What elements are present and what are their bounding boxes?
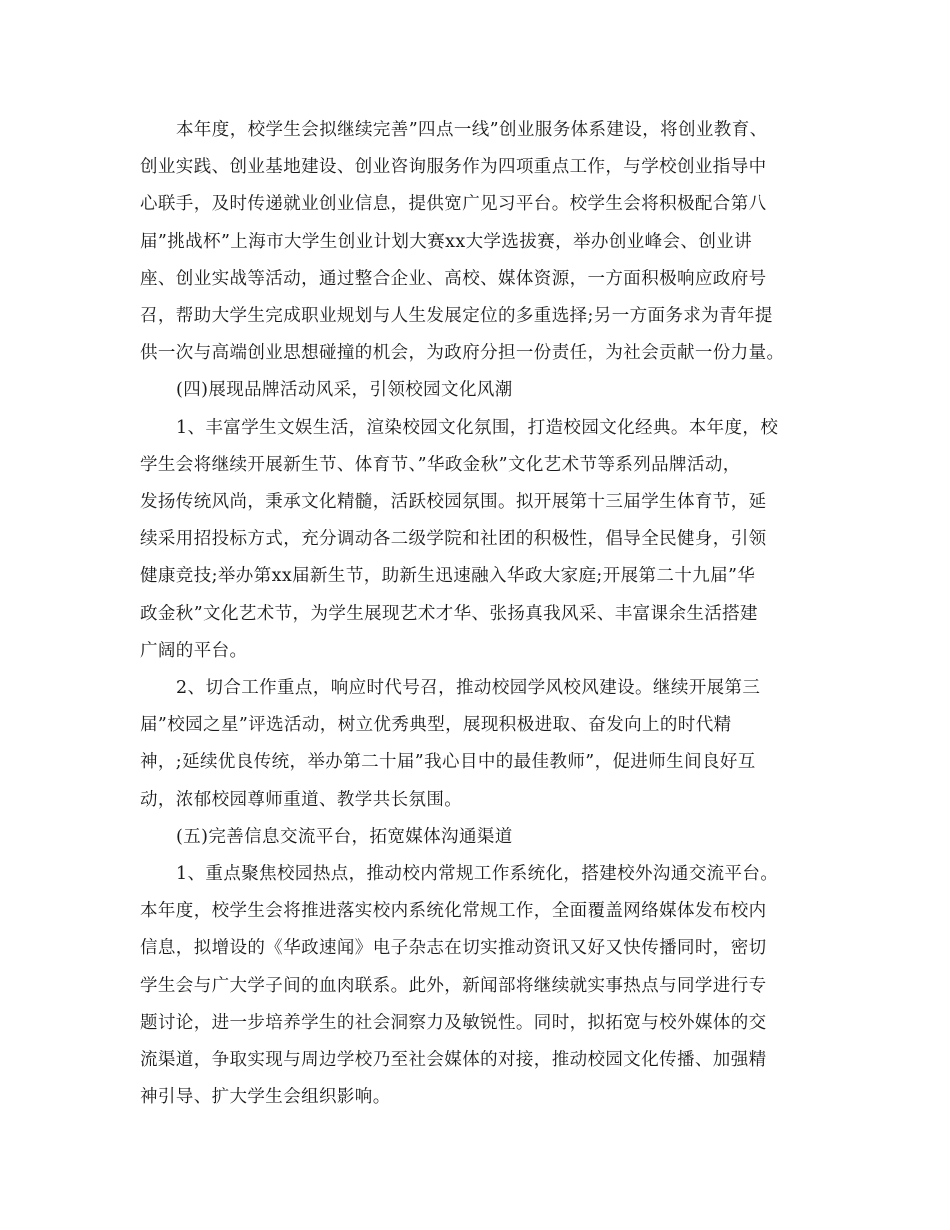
text-line: 座、创业实战等活动，通过整合企业、高校、媒体资源，一方面积极响应政府号 (140, 268, 767, 289)
section-heading-4 (140, 372, 820, 409)
text-line: 信息，拟增设的《华政速闻》电子杂志在切实推动资讯又好又快传播同时，密切 (140, 938, 767, 959)
text-line: 供一次与高端创业思想碰撞的机会，为政府分担一份责任，为社会贡献一份力量。 (140, 343, 785, 364)
text-line: 神，;延续优良传统，举办第二十届”我心目中的最佳教师”，促进师生间良好互 (140, 752, 756, 773)
text-line: 学生会与广大学子间的血肉联系。此外，新闻部将继续就实事热点与同学进行专 (140, 975, 767, 996)
text-line: 本年度，校学生会拟继续完善”四点一线”创业服务体系建设，将创业教育、 (176, 120, 768, 140)
text-line: 1、丰富学生文娱生活，渲染校园文化氛围，打造校园文化经典。本年度，校 (176, 417, 779, 438)
text-line: 题讨论，进一步培养学生的社会洞察力及敏锐性。同时，拟拓宽与校外媒体的交 (140, 1012, 767, 1033)
text-line: 本年度，校学生会将推进落实校内系统化常规工作，全面覆盖网络媒体发布校内 (140, 901, 767, 922)
text-line: 2、切合工作重点，响应时代号召，推动校园学风校风建设。继续开展第三 (176, 678, 761, 699)
text-line: 政金秋”文化艺术节，为学生展现艺术才华、张扬真我风采、丰富课余生活搭建 (140, 603, 758, 624)
section-heading: (五)完善信息交流平台，拓宽媒体沟通渠道 (176, 826, 513, 847)
text-line: 发扬传统风尚，秉承文化精髓，活跃校园氛围。拟开展第十三届学生体育节，延 (140, 492, 767, 513)
text-line: 动，浓郁校园尊师重道、教学共长氛围。 (140, 789, 463, 810)
text-line: 召，帮助大学生完成职业规划与人生发展定位的多重选择;另一方面务求为青年提 (140, 306, 773, 327)
paragraph-media (140, 856, 820, 1116)
text-line: 学生会将继续开展新生节、体育节、”华政金秋”文化艺术节等系列品牌活动， (140, 454, 741, 475)
text-line: 心联手，及时传递就业创业信息，提供宽广见习平台。校学生会将积极配合第八 (140, 194, 767, 215)
text-line: 广阔的平台。 (140, 640, 248, 661)
paragraph-culture-life (140, 410, 820, 670)
document-body (140, 112, 820, 1116)
paragraph-study-style (140, 670, 820, 819)
paragraph-entrepreneurship (140, 112, 820, 372)
text-line: 神引导、扩大学生会组织影响。 (140, 1087, 391, 1108)
text-line: 届”校园之星”评选活动，树立优秀典型，展现积极进取、奋发向上的时代精 (140, 715, 732, 736)
text-line: 届”挑战杯”上海市大学生创业计划大赛xx大学选拔赛，举办创业峰会、创业讲 (140, 231, 753, 252)
text-line: 创业实践、创业基地建设、创业咨询服务作为四项重点工作，与学校创业指导中 (140, 157, 767, 178)
section-heading-5 (140, 819, 820, 856)
text-line: 1、重点聚焦校园热点，推动校内常规工作系统化，搭建校外沟通交流平台。 (176, 864, 779, 885)
text-line: 流渠道，争取实现与周边学校乃至社会媒体的对接，推动校园文化传播、加强精 (140, 1050, 767, 1071)
text-line: 续采用招投标方式，充分调动各二级学院和社团的积极性，倡导全民健身，引领 (140, 529, 767, 550)
text-line: 健康竞技;举办第xx届新生节，助新生迅速融入华政大家庭;开展第二十九届”华 (140, 566, 756, 587)
section-heading: (四)展现品牌活动风采，引领校园文化风潮 (176, 380, 513, 401)
